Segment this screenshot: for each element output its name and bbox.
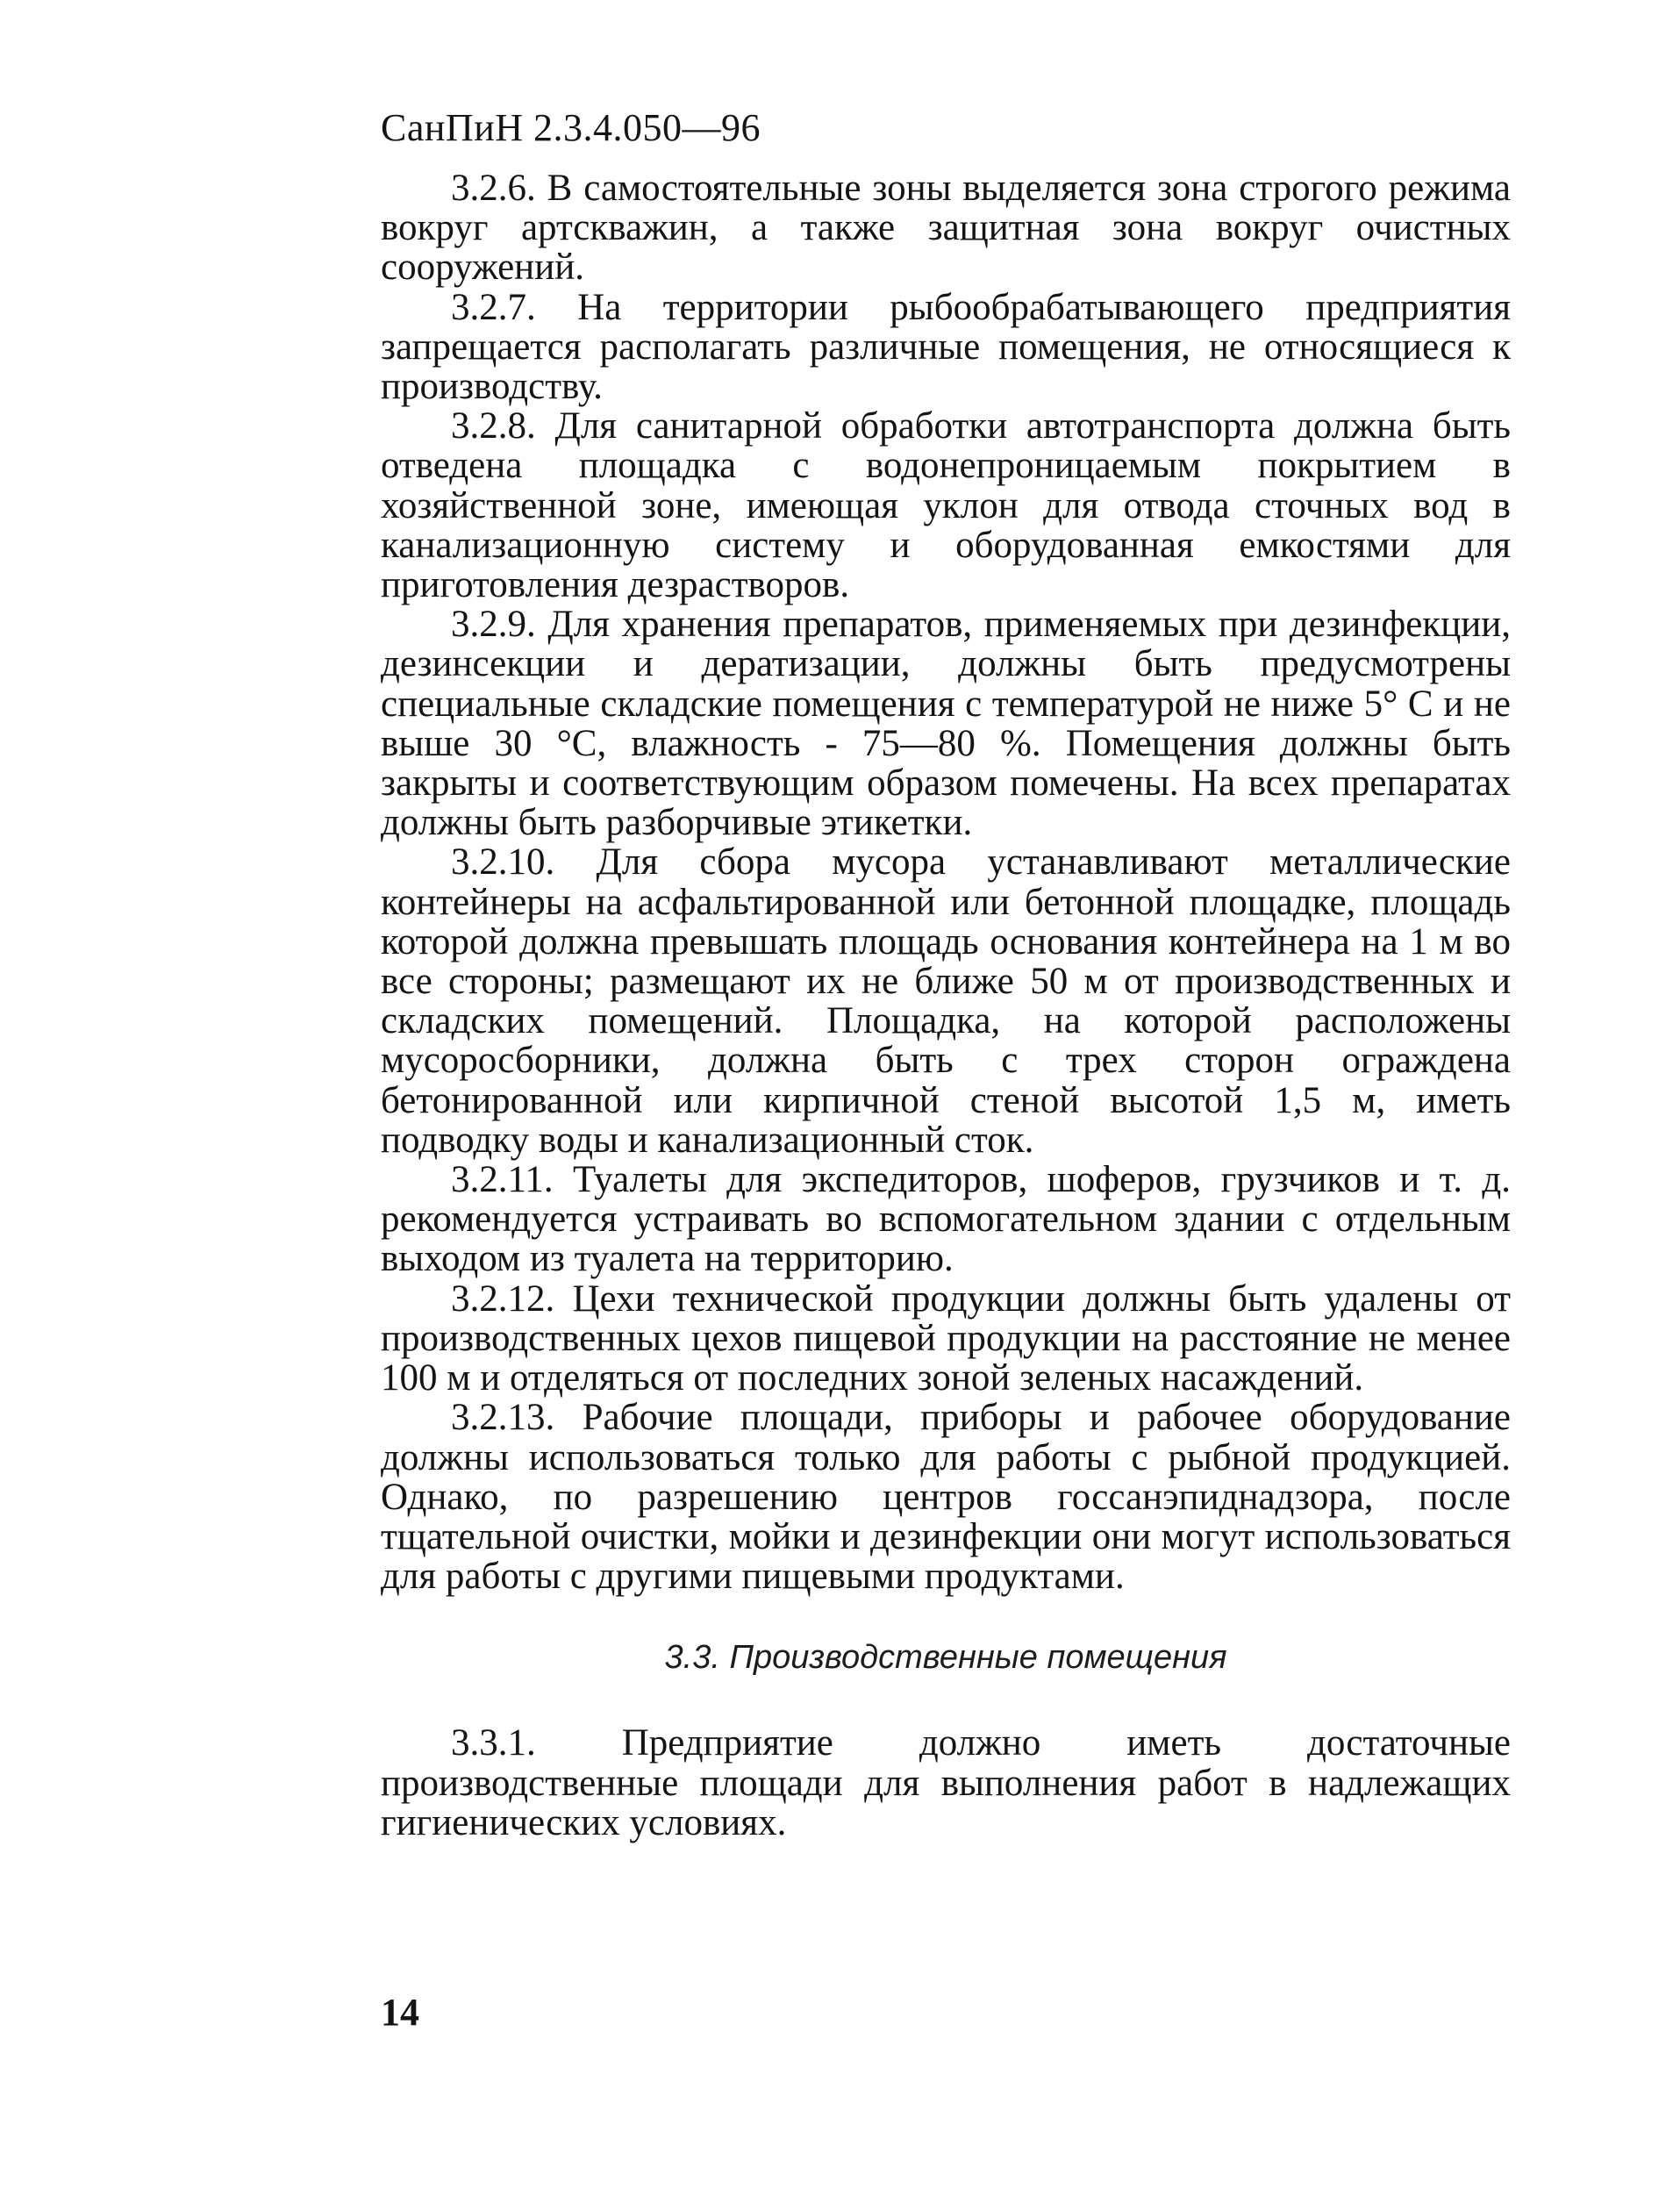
paragraph-3-2-11: 3.2.11. Туалеты для экспедиторов, шоферов, грузчиков и т. д. рекомендуется устраивать во вспомогательном здании с отдельным выходом из туалета на территорию. (381, 1159, 1511, 1280)
running-head-document-code: СанПиН 2.3.4.050—96 (381, 106, 761, 149)
paragraph-3-2-7: 3.2.7. На территории рыбообрабатывающего предприятия запрещается располагать различные помещения, не относящиеся к производству. (381, 286, 1511, 408)
paragraph-3-2-6: 3.2.6. В самостоятельные зоны выделяется зона строгого режима вокруг артскважин, а также защитная зона вокруг очистных сооружений. (381, 168, 1511, 289)
paragraph-3-2-9: 3.2.9. Для хранения препаратов, применяемых при дезинфекции, дезинсекции и дератизации, должны быть предусмотрены специальные складские помещения с температурой не ниже 5° С и не выше 30 °С, влажность - 75—80 %. Помещения должны быть закрыты и соответствующим образом помечены. На всех препаратах должны быть разборчивые этикетки. (381, 604, 1511, 844)
paragraph-3-2-12: 3.2.12. Цехи технической продукции должны быть удалены от производственных цехов пищевой продукции на расстояние не менее 100 м и отделяться от последних зоной зеленых насаждений. (381, 1277, 1511, 1399)
paragraph-3-2-13: 3.2.13. Рабочие площади, приборы и рабочее оборудование должны использоваться только для работы с рыбной продукцией. Однако, по разрешению центров госсанэпиднадзора, после тщательной очистки, мойки и дезинфекции они могут использоваться для работы с другими пищевыми продуктами. (381, 1397, 1511, 1598)
page-number: 14 (381, 1991, 419, 2034)
paragraph-3-2-8: 3.2.8. Для санитарной обработки автотранспорта должна быть отведена площадка с водонепроницаемым покрытием в хозяйственной зоне, имеющая уклон для отвода сточных вод в канализационную систему и оборудованная емкостями для приготовления дезрастворов. (381, 405, 1511, 606)
section-heading-3-3: 3.3. Производственные помещения (664, 1639, 1227, 1677)
paragraph-3-2-10: 3.2.10. Для сбора мусора устанавливают металлические контейнеры на асфальтированной или бетонной площадке, площадь которой должна превышать площадь основания контейнера на 1 м во все стороны; размещают их не ближе 50 м от производственных и складских помещений. Площадка, на которой расположены мусоросборники, должна быть с трех сторон ограждена бетонированной или кирпичной стеной высотой 1,5 м, иметь подводку воды и канализационный сток. (381, 841, 1511, 1161)
paragraph-3-3-1: 3.3.1. Предприятие должно иметь достаточные производственные площади для выполнения работ в надлежащих гигиенических условиях. (381, 1722, 1511, 1843)
page-body (381, 168, 1511, 1843)
